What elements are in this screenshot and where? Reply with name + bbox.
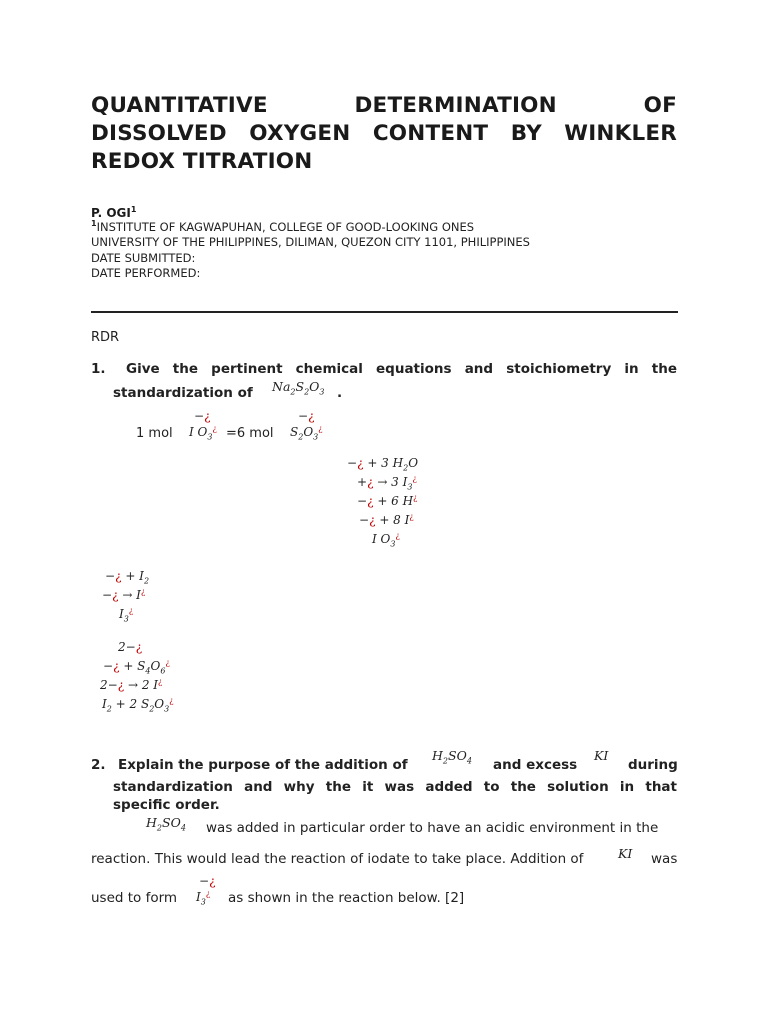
q2-line-1a: Explain the purpose of the addition of xyxy=(118,757,408,773)
q2-line-1b: and excess xyxy=(493,757,578,773)
q2-line-3: specific order. xyxy=(113,797,220,813)
author-name: P. OGI$^1$ xyxy=(91,205,137,220)
q1-period: . xyxy=(337,385,343,401)
answer-line-2: reaction. This would lead the reaction of iodate to take place. Addition of xyxy=(91,851,584,867)
answer-ki-formula: KI xyxy=(618,846,633,861)
author-superscript: 1 xyxy=(130,205,137,214)
affiliation-1: $^1$INSTITUTE OF KAGWAPUHAN, COLLEGE OF GOOD-LOOKING ONES xyxy=(91,219,475,234)
affiliation-superscript: 1 xyxy=(91,219,97,229)
q1-number: 1. xyxy=(91,361,106,377)
answer-h2so4-formula: $H_2SO_4$ xyxy=(146,815,186,833)
answer-line-3b: as shown in the reaction below. [2] xyxy=(228,890,465,906)
answer-line-3a: used to form xyxy=(91,890,178,906)
section-heading: RDR xyxy=(91,330,120,345)
sulfuric-acid-formula: $H_2SO_4$ xyxy=(432,748,472,766)
iodate-reaction: −¿ + 3 $H_2O$ +¿ → 3 $I_3^¿$ −¿ + 6 H¿ −¿ + 8 I¿ I $O_3^¿$ xyxy=(347,456,419,549)
iodate-formula: −¿ I $O_3^¿$ xyxy=(189,409,217,442)
title-line-3: REDOX TITRATION xyxy=(91,149,313,174)
horizontal-divider xyxy=(91,311,678,313)
q1-formula: $Na_2S_2O_3$ xyxy=(272,379,325,397)
stoich-mid: =6 mol xyxy=(226,426,274,441)
answer-triiodide-formula: −¿ $I_3^¿$ xyxy=(196,874,216,907)
thiosulfate-formula: −¿ $S_2O_3^¿$ xyxy=(290,409,323,442)
title-line-1: QUANTITATIVE DETERMINATION OF xyxy=(91,93,677,118)
paper-title xyxy=(91,92,677,176)
answer-line-2-end: was xyxy=(651,851,678,867)
stoich-left: 1 mol xyxy=(136,426,173,441)
q1-line-2: standardization of xyxy=(113,385,253,401)
date-performed: DATE PERFORMED: xyxy=(91,266,201,280)
q2-line-1c: during xyxy=(628,757,678,773)
affiliation-2: UNIVERSITY OF THE PHILIPPINES, DILIMAN, QUEZON CITY 1101, PHILIPPINES xyxy=(91,235,530,249)
thiosulfate-reaction: 2−¿ −¿ + $S_4O_6^¿$ 2−¿ → 2 I¿ $I_2 + 2$ $S_2O_3^¿$ xyxy=(100,640,174,714)
triiodide-equilibrium: −¿ + $I_2$ −¿ → I¿ $I_3^¿$ xyxy=(102,569,150,624)
ki-formula: KI xyxy=(594,748,609,763)
title-line-2: DISSOLVED OXYGEN CONTENT BY WINKLER xyxy=(91,121,677,146)
q2-line-2: standardization and why the it was added to the solution in that xyxy=(113,779,677,795)
answer-line-1: was added in particular order to have an acidic environment in the xyxy=(206,820,659,836)
q1-line-1: Give the pertinent chemical equations and stoichiometry in the xyxy=(126,361,677,377)
date-submitted: DATE SUBMITTED: xyxy=(91,251,196,265)
q2-number: 2. xyxy=(91,757,106,773)
